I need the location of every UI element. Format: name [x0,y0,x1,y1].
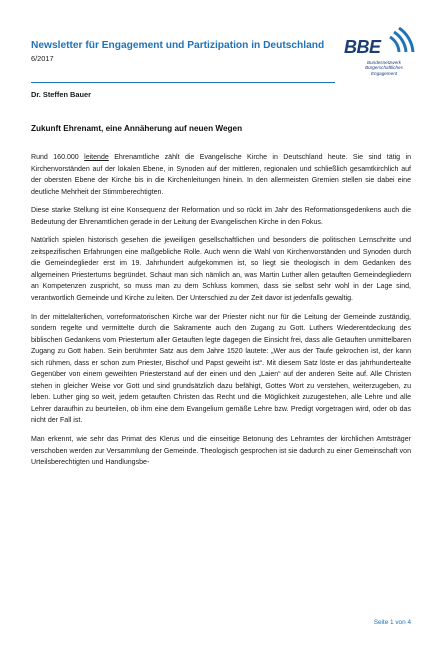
paragraph-text: Rund 160.000 [31,154,85,161]
logo-wordmark: BBE [344,37,381,57]
paragraph-text: Ehrenamtliche zählt die Evangelische Kirche in Deutschland heute. Sie sind tätig in Kirchenvorständen auf der lokalen Ebene, in Synoden auf der mittleren, regionalen und schließlich gesamtkirchlich auf der obersten Ebene der Kirche bis in die Kirchenleitungen hinein. In den allermeisten Gremien stellen sie dabei eine deutliche Mehrheit der Stimmberechtigten. [31,154,411,196]
logo-subtitle [354,60,414,76]
underlined-word: leitende [84,154,109,161]
paragraph: In der mittelalterlichen, vorreformatorischen Kirche war der Priester nicht nur für die Leitung der Gemeinde zuständig, sondern regelte und vermittelte durch die Sakramente auch den Zugang zu Gott. Luthers Wiederentdeckung des biblischen Gedankens vom Priestertum aller Getauften legte dagegen die Einsicht frei, dass alle Getauften unmittelbaren Zugang zu Gott haben. Sein berühmter Satz aus dem Jahre 1520 lautete: „Wer aus der Taufe gekrochen ist, der kann sich rühmen, dass er schon zum Priester, Bischof und Papst geweiht ist“. Mit diesem Satz löste er das jahrhundertealte Gegenüber von einem geweihten Priesterstand auf der einen und den „Laien“ auf der anderen Seite auf. Alle Christen stehen in gleicher Weise vor Gott und sind grundsätzlich dazu befähigt, Gottes Wort zu verstehen, weiterzugeben, zu leben. Luther ging so weit, jedem getauften Christen das Recht und die Möglichkeit zuzugestehen, alle Lehre und alle Lehrer daraufhin zu beurteilen, ob ihm eine dem Evangelium gemäße Lehre bzw. Predigt vorgetragen wird, oder ob das nicht der Fall ist. [31,313,411,425]
page-number: Seite 1 von 4 [373,619,411,626]
logo-subtitle-line: Bundesnetzwerk [367,60,401,65]
author-name: Dr. Steffen Bauer [31,90,91,99]
newsletter-title: Newsletter für Engagement und Partizipation in Deutschland [31,40,325,51]
header-divider [31,82,335,83]
paragraph: Natürlich spielen historisch gesehen die jeweiligen gesellschaftlichen und besonders die politischen Lernschritte und zeitspezifischen Erfahrungen eine maßgebliche Rolle. Auch wenn die Wahl von Kirchenvorständen und Synoden durch die Gemeindeglieder erst im 19. Jahrhundert aufgekommen ist, so liegt sie theologisch in dem Gedanken des allgemeinen Priestertums begründet. Schaut man sich nämlich an, was Martin Luther allen getauften Gemeindegliedern an Kompetenzen zuspricht, so muss man zu dem Schluss kommen, dass sie selbst sehr wohl in der Lage sind, verantwortlich Gemeinde und Kirche zu leiten. Der Unterschied zu der Zeit davor ist jedenfalls gewaltig. [31,237,411,303]
logo-subtitle-line: Bürgerschaftliches [365,65,403,71]
logo-subtitle-line: Engagement [370,70,398,76]
paragraph [31,152,411,198]
article-body [31,152,411,476]
paragraph: Man erkennt, wie sehr das Primat des Klerus und die einseitige Betonung des Lehramtes der kirchlichen Amtsträger verschoben werden zur Versammlung der Gemeinde. Theologisch gesprochen ist sie dadurch zu einer Gemeinschaft von Urteilsberechtigten und Handlungsbe- [31,436,411,467]
article-title: Zukunft Ehrenamt, eine Annäherung auf neuen Wegen [31,124,243,133]
paragraph: Diese starke Stellung ist eine Konsequenz der Reformation und so rückt im Jahr des Reformationsgedenkens auch die Bedeutung der Ehrenamtlichen gerade in der Leitung der Evangelischen Kirche in den Fokus. [31,207,411,226]
issue-number: 6/2017 [31,54,54,63]
